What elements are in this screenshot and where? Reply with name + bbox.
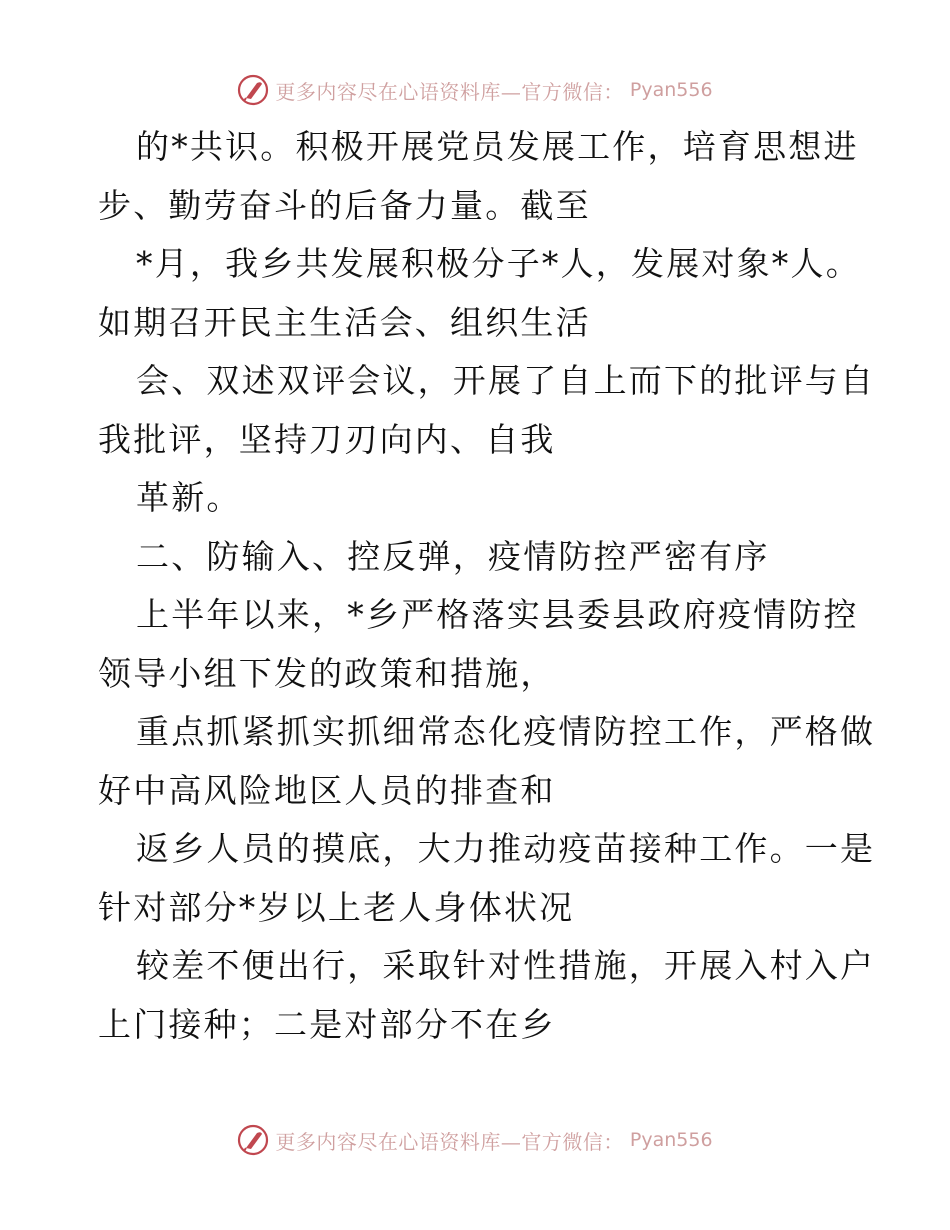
- text-line: 步、勤劳奋斗的后备力量。截至: [98, 185, 591, 225]
- quill-logo-icon: [237, 74, 269, 106]
- text-line: *月，我乡共发展积极分子*人，发展对象*人。: [136, 244, 861, 283]
- footer-wechat-id: Pyan556: [629, 1129, 713, 1151]
- text-line: 会、双述双评会议，开展了自上而下的批评与自: [136, 361, 876, 400]
- text-line: 领导小组下发的政策和措施，: [98, 653, 556, 693]
- text-line: 我批评，坚持刀刃向内、自我: [98, 419, 556, 459]
- footer-banner: [0, 1120, 950, 1160]
- quill-logo-icon: [237, 1124, 269, 1156]
- document-body: [98, 118, 878, 1054]
- header-banner-text: 更多内容尽在心语资料库—官方微信：: [275, 79, 624, 104]
- text-line: 重点抓紧抓实抓细常态化疫情防控工作，严格做: [136, 712, 876, 751]
- header-wechat-id: Pyan556: [629, 79, 713, 101]
- text-line: 的*共识。积极开展党员发展工作，培育思想进: [136, 127, 859, 166]
- text-line: 上门接种；二是对部分不在乡: [98, 1004, 556, 1044]
- text-line: 返乡人员的摸底，大力推动疫苗接种工作。一是: [136, 829, 876, 868]
- text-line: 好中高风险地区人员的排查和: [98, 770, 556, 810]
- text-line: 较差不便出行，采取针对性措施，开展入村入户: [136, 946, 876, 985]
- section-heading: 二、防输入、控反弹，疫情防控严密有序: [136, 536, 770, 576]
- header-banner: [0, 70, 950, 110]
- text-line: 针对部分*岁以上老人身体状况: [98, 887, 575, 927]
- text-line: 如期召开民主生活会、组织生活: [98, 302, 591, 342]
- footer-banner-text: 更多内容尽在心语资料库—官方微信：: [275, 1129, 624, 1154]
- text-line: 革新。: [136, 478, 242, 517]
- text-line: 上半年以来，*乡严格落实县委县政府疫情防控: [136, 595, 859, 634]
